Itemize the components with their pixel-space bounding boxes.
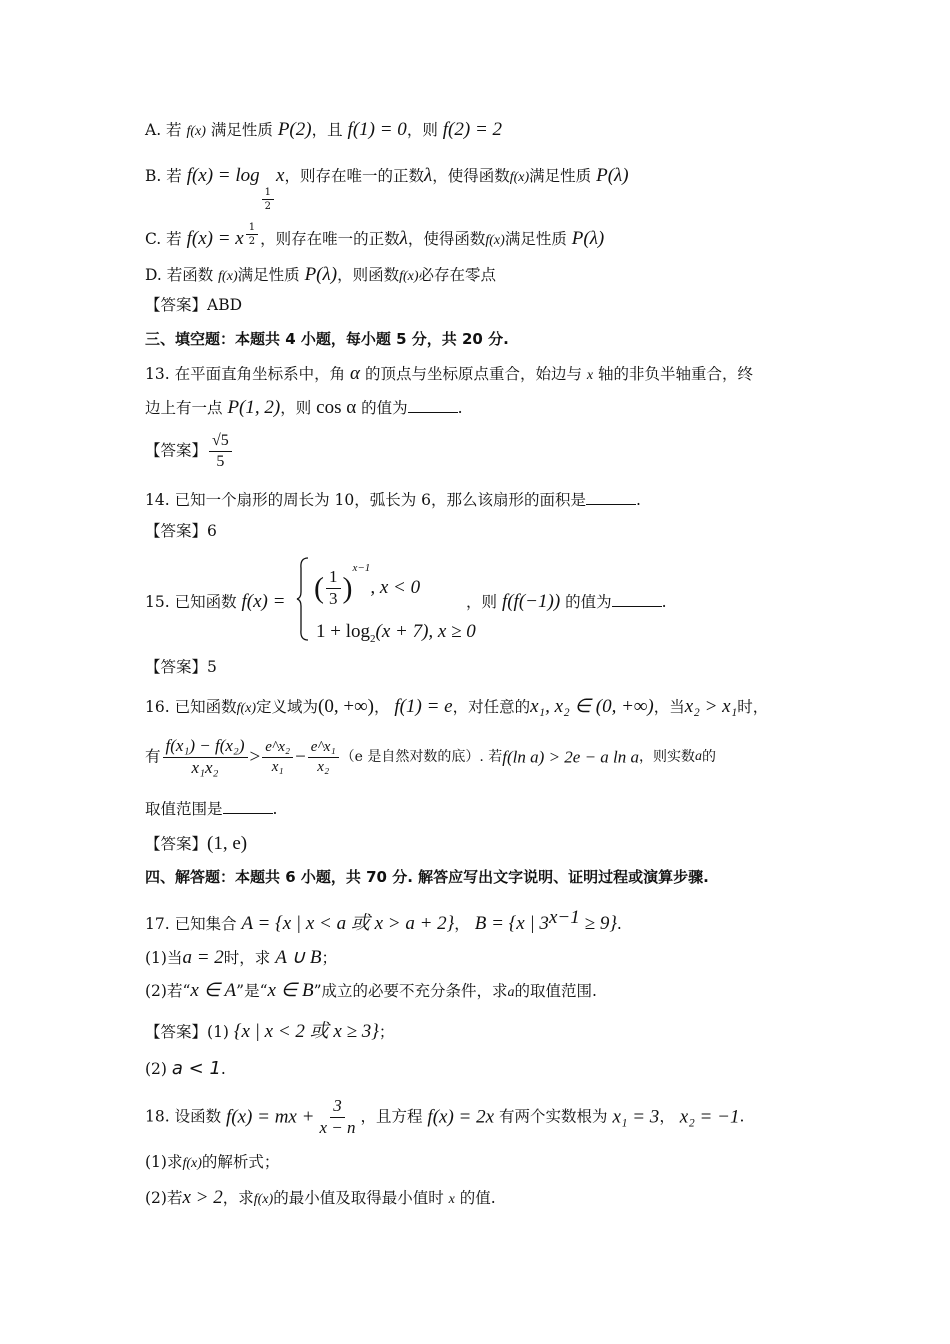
- answer-label: 【答案】: [145, 835, 208, 853]
- base-fraction: [326, 568, 341, 608]
- text: (2)若“: [145, 982, 191, 1000]
- text: (1)求: [145, 1153, 183, 1171]
- frac-num: 1: [262, 187, 274, 200]
- answer-value: 6: [207, 522, 217, 540]
- math-alpha: α: [350, 363, 360, 384]
- text: 14. 已知一个扇形的周长为 10，弧长为 6，那么该扇形的面积是: [145, 491, 587, 509]
- math-func: f(x) = log: [186, 165, 260, 186]
- option-b: [145, 166, 629, 212]
- math-x1: x₁ = 3: [612, 1106, 660, 1128]
- math-x: x: [448, 1192, 455, 1207]
- answer-value: 5: [207, 658, 217, 676]
- math-ineq: f(ln a) > 2e − a ln a: [502, 747, 640, 767]
- q16-line1: [145, 697, 768, 716]
- math-x: x: [276, 165, 285, 186]
- frac-num: √5: [209, 432, 232, 452]
- text: 的值为: [361, 399, 408, 417]
- math-xb: x ∈ B: [267, 980, 314, 1001]
- text: ，则存在唯一的正数: [260, 230, 400, 248]
- option-b-label: B. 若: [145, 167, 182, 185]
- text: 17. 已知集合: [145, 915, 237, 934]
- text: 满足性质: [210, 121, 273, 139]
- main-fraction: [163, 737, 248, 777]
- frac-den: 5: [216, 452, 225, 470]
- text: ，则: [280, 399, 312, 417]
- math-a: a: [507, 985, 515, 1000]
- text: 的: [702, 749, 717, 766]
- option-d: [145, 265, 496, 284]
- answer-label: 【答案】: [145, 1023, 208, 1041]
- q16-answer: [145, 834, 247, 853]
- text: ，使得函数: [432, 167, 510, 185]
- text: 满足性质: [504, 230, 567, 248]
- math-cos: cos α: [316, 397, 357, 418]
- text: ”是“: [236, 982, 268, 1000]
- math-set-b-end: ≥ 9}: [584, 913, 617, 935]
- answer-label: 【答案】: [145, 296, 208, 314]
- text: ，且方程: [360, 1107, 423, 1126]
- exponent-fraction: [246, 222, 258, 247]
- math-fx: f(x): [399, 269, 419, 284]
- text: （e 是自然对数的底）. 若: [340, 749, 503, 766]
- answer-label: 【答案】: [145, 441, 208, 460]
- answer-blank: [223, 801, 273, 814]
- text: .: [661, 593, 667, 611]
- text: 边上有一点: [145, 399, 223, 417]
- math-p2: P(2): [277, 119, 312, 140]
- math-func: f(x) = mx +: [226, 1106, 315, 1128]
- q18-line1: [145, 1097, 744, 1137]
- answer-fraction: [209, 432, 232, 470]
- text: ”成立的必要不充分条件，求: [313, 982, 508, 1000]
- q16-line3: [145, 801, 277, 818]
- text: 1 + log: [316, 621, 370, 642]
- text: 轴的非负半轴重合，终: [598, 365, 754, 383]
- text: 的值.: [459, 1189, 496, 1207]
- frac-den: x₁x₂: [191, 757, 219, 777]
- text: 时，: [737, 698, 769, 716]
- answer-blank: [408, 400, 458, 413]
- text: 的取值范围.: [514, 982, 597, 1000]
- frac-num: 1: [246, 222, 258, 235]
- math-p-lambda: P(λ): [304, 264, 338, 285]
- math-p-lambda: P(λ): [571, 228, 605, 249]
- text: 15. 已知函数: [145, 593, 237, 611]
- frac-den: x₁: [271, 758, 284, 775]
- q17-part2: [145, 981, 597, 1000]
- text: 的值为: [565, 593, 612, 611]
- text: 定义域为: [256, 698, 319, 716]
- math-fx: f(x): [182, 1156, 202, 1171]
- math-point: P(1, 2): [227, 397, 281, 418]
- exponent: x−1: [352, 562, 371, 574]
- text: .: [457, 399, 463, 417]
- text: ，求: [222, 1189, 254, 1207]
- frac-den: x − n: [319, 1117, 356, 1137]
- answer-blank: [612, 594, 662, 607]
- q17-part1: [145, 948, 337, 967]
- text: 的顶点与坐标原点重合，始边与: [364, 365, 582, 383]
- math-union: A ∪ B: [275, 947, 322, 968]
- text: 的解析式；: [201, 1153, 280, 1171]
- math-fx: f(x) =: [241, 591, 286, 612]
- text: 13. 在平面直角坐标系中，角: [145, 365, 346, 383]
- math-lambda: λ: [399, 228, 408, 249]
- math-x: x: [586, 368, 594, 383]
- frac-num: e^x₂: [262, 739, 293, 758]
- frac-den: 2: [248, 236, 256, 247]
- log-base: 2: [370, 632, 376, 645]
- section-heading-4: 四、解答题：本题共 6 小题，共 70 分. 解答应写出文字说明、证明过程或演算步骤.: [145, 868, 709, 886]
- text: ，使得函数: [407, 230, 486, 248]
- math-cond: x₂ > x₁: [684, 696, 738, 717]
- q16-line2: [145, 737, 716, 777]
- math-eq: f(x) = 2x: [427, 1106, 495, 1128]
- math-lambda: λ: [423, 165, 433, 186]
- math-f1: f(1) = 0: [347, 119, 407, 140]
- q13-line2: [145, 398, 463, 417]
- piece-1: [314, 562, 420, 609]
- math-ff: f(f(−1)): [501, 591, 561, 612]
- math-cond: a = 2: [182, 947, 224, 968]
- answer-value: {x | x < 2 或 x ≥ 3}: [233, 1021, 379, 1042]
- option-a-label: A. 若: [145, 121, 182, 139]
- text: 时，求: [223, 949, 271, 967]
- text: ，且: [311, 121, 343, 139]
- exp-fraction-2: [308, 739, 339, 775]
- text: (1)当: [145, 949, 183, 967]
- paren-right: ): [342, 571, 353, 605]
- q17-answer-2: [145, 1060, 226, 1078]
- text: 有: [145, 747, 161, 766]
- minus-sign: −: [295, 746, 306, 768]
- frac-den: 2: [264, 201, 272, 212]
- func-fraction: [316, 1097, 358, 1137]
- section-heading-3: 三、填空题：本题共 4 小题，每小题 5 分，共 20 分.: [145, 330, 509, 348]
- text: .: [272, 800, 278, 818]
- q13-answer: [145, 432, 234, 470]
- text: ，: [659, 1107, 675, 1126]
- frac-num: e^x₁: [308, 739, 339, 758]
- text: .: [636, 491, 641, 509]
- math-p-lambda: P(λ): [596, 165, 629, 186]
- text: ，则实数: [639, 749, 696, 766]
- math-fx: f(x): [236, 701, 257, 716]
- paren-left: (: [314, 571, 324, 605]
- text: 满足性质: [237, 266, 300, 284]
- q15-answer: [145, 660, 217, 676]
- math-fx: f(x): [186, 124, 206, 139]
- q17-line1: [145, 908, 622, 933]
- text: (2)若: [145, 1189, 183, 1207]
- text: ，则函数: [337, 266, 400, 284]
- text: 16. 已知函数: [145, 698, 237, 716]
- q14-answer: [145, 524, 217, 540]
- text: ，当: [653, 698, 685, 716]
- math-xa: x ∈ A: [190, 980, 237, 1001]
- text: 有两个实数根为: [498, 1107, 608, 1126]
- log-base-fraction: [262, 187, 274, 212]
- answer-label: 【答案】: [145, 522, 208, 540]
- exponent: x−1: [548, 907, 580, 928]
- math-fx: f(x): [253, 1192, 274, 1207]
- q18-part1: [145, 1155, 279, 1171]
- text: (2): [145, 1060, 167, 1078]
- exp-fraction-1: [262, 739, 293, 775]
- text: ，则: [466, 593, 498, 611]
- condition: , x < 0: [370, 577, 421, 598]
- frac-num: f(x₁) − f(x₂): [163, 737, 248, 758]
- frac-num: 3: [330, 1097, 345, 1118]
- math-set-b: B = {x | 3: [474, 913, 549, 935]
- answer-value: ABD: [207, 296, 243, 314]
- frac-num: 1: [326, 568, 341, 589]
- math-x12: x₁, x₂ ∈ (0, +∞): [530, 696, 654, 717]
- text: 的最小值及取得最小值时: [273, 1189, 444, 1207]
- q14-line: [145, 492, 641, 509]
- frac-den: x₂: [317, 758, 330, 775]
- text: .: [616, 915, 622, 934]
- option-c-label: C. 若: [145, 230, 182, 248]
- answer-label: 【答案】: [145, 658, 208, 676]
- math-f2: f(2) = 2: [442, 119, 503, 140]
- text: ，: [373, 698, 390, 716]
- math-func: f(x) = x: [186, 228, 244, 249]
- answer-blank: [586, 492, 636, 505]
- math-fx: f(x): [485, 233, 505, 248]
- answer-value: a < 1: [171, 1058, 221, 1079]
- text: .: [739, 1107, 745, 1126]
- text: ；: [321, 949, 338, 967]
- left-brace: [296, 556, 310, 642]
- math-fx: f(x): [218, 269, 238, 284]
- option-d-label: D. 若函数: [145, 266, 214, 284]
- text: ，对任意的: [452, 698, 531, 716]
- frac-den: 3: [329, 589, 338, 609]
- text: ，: [454, 915, 470, 934]
- answer-value: (1, e): [207, 833, 248, 854]
- q13-line1: [145, 364, 753, 383]
- q15-tail: [466, 592, 667, 611]
- text: .: [220, 1060, 226, 1078]
- text: ，则: [406, 121, 438, 139]
- gt-sign: >: [249, 746, 261, 768]
- option-a: [145, 120, 502, 139]
- text: 18. 设函数: [145, 1107, 222, 1126]
- q17-answer-1: [145, 1022, 394, 1041]
- math-a: a: [695, 749, 703, 765]
- text: 必存在零点: [418, 266, 497, 284]
- math-domain: (0, +∞): [318, 696, 374, 717]
- math-fx: f(x): [509, 170, 530, 185]
- q18-part2: [145, 1188, 496, 1207]
- text: ；: [378, 1023, 395, 1041]
- math-f1: f(1) = e: [394, 696, 453, 717]
- q15-prefix: [145, 592, 285, 611]
- text: ，则存在唯一的正数: [284, 167, 424, 185]
- piece-2: [316, 621, 476, 645]
- text: 取值范围是: [145, 800, 223, 818]
- math-x2: x₂ = −1: [679, 1106, 740, 1128]
- option-c: [145, 222, 604, 248]
- condition: (x + 7), x ≥ 0: [375, 621, 476, 642]
- text: (1): [207, 1023, 229, 1041]
- text: 满足性质: [529, 167, 592, 185]
- math-cond: x > 2: [182, 1187, 223, 1208]
- q12-answer: [145, 298, 242, 314]
- math-set-a: A = {x | x < a 或 x > a + 2}: [241, 913, 455, 935]
